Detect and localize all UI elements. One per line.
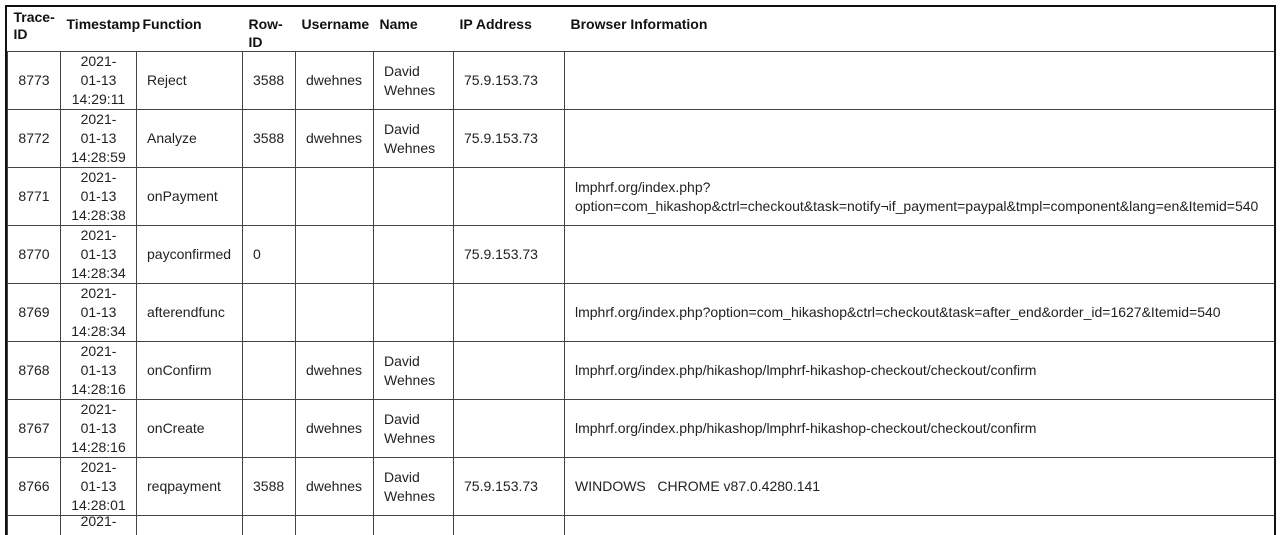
cell-timestamp: 2021- 01-13 14:28:16 <box>61 400 137 458</box>
cell-timestamp: 2021- 01-13 14:28:34 <box>61 226 137 284</box>
cell-name <box>374 226 454 284</box>
cell-function: payconfirmed <box>137 226 243 284</box>
cell-browser-information <box>565 226 1275 284</box>
cell-timestamp: 2021- <box>61 516 137 535</box>
table-row <box>8 52 1275 110</box>
cell-function: afterendfunc <box>137 284 243 342</box>
cell-ip-address: 75.9.153.73 <box>454 458 565 516</box>
cell-browser-information: lmphrf.org/index.php/hikashop/lmphrf-hikashop-checkout/checkout/confirm <box>565 400 1275 458</box>
column-header-function[interactable]: Function <box>137 7 243 52</box>
column-header-name[interactable]: Name <box>374 7 454 52</box>
cell-function: onPayment <box>137 168 243 226</box>
cell-username <box>296 516 374 535</box>
cell-trace-id: 8772 <box>8 110 61 168</box>
cell-timestamp: 2021- 01-13 14:29:11 <box>61 52 137 110</box>
table-row <box>8 342 1275 400</box>
cell-name: David Wehnes <box>374 458 454 516</box>
cell-browser-information <box>565 52 1275 110</box>
cell-row-id: 0 <box>243 226 296 284</box>
cell-username: dwehnes <box>296 110 374 168</box>
table-row <box>8 284 1275 342</box>
cell-ip-address <box>454 284 565 342</box>
cell-timestamp: 2021- 01-13 14:28:59 <box>61 110 137 168</box>
cell-username: dwehnes <box>296 400 374 458</box>
cell-row-id <box>243 168 296 226</box>
table-row-partial <box>8 516 1275 535</box>
column-header-row-id[interactable]: Row-ID <box>243 7 296 52</box>
cell-ip-address <box>454 400 565 458</box>
cell-timestamp: 2021- 01-13 14:28:16 <box>61 342 137 400</box>
cell-name: David Wehnes <box>374 342 454 400</box>
table-row <box>8 168 1275 226</box>
cell-trace-id: 8769 <box>8 284 61 342</box>
trace-log-table-container <box>5 5 1276 535</box>
cell-function: onConfirm <box>137 342 243 400</box>
cell-timestamp: 2021- 01-13 14:28:38 <box>61 168 137 226</box>
cell-trace-id: 8773 <box>8 52 61 110</box>
cell-name: David Wehnes <box>374 400 454 458</box>
cell-ip-address: 75.9.153.73 <box>454 110 565 168</box>
cell-timestamp: 2021- 01-13 14:28:01 <box>61 458 137 516</box>
cell-username: dwehnes <box>296 342 374 400</box>
column-header-trace-id[interactable]: Trace- ID <box>8 7 61 52</box>
cell-name <box>374 168 454 226</box>
cell-row-id <box>243 516 296 535</box>
cell-browser-information: WINDOWS CHROME v87.0.4280.141 <box>565 458 1275 516</box>
cell-trace-id: 8766 <box>8 458 61 516</box>
table-row <box>8 400 1275 458</box>
cell-row-id <box>243 342 296 400</box>
cell-username <box>296 168 374 226</box>
trace-log-table <box>7 7 1275 535</box>
column-header-username[interactable]: Username <box>296 7 374 52</box>
cell-ip-address: 75.9.153.73 <box>454 226 565 284</box>
cell-row-id: 3588 <box>243 458 296 516</box>
cell-username <box>296 226 374 284</box>
cell-trace-id <box>8 516 61 535</box>
cell-browser-information <box>565 110 1275 168</box>
cell-ip-address: 75.9.153.73 <box>454 52 565 110</box>
cell-name <box>374 284 454 342</box>
cell-ip-address <box>454 168 565 226</box>
cell-function: Analyze <box>137 110 243 168</box>
cell-function <box>137 516 243 535</box>
column-header-ip-address[interactable]: IP Address <box>454 7 565 52</box>
cell-name: David Wehnes <box>374 52 454 110</box>
cell-browser-information: lmphrf.org/index.php?option=com_hikashop&ctrl=checkout&task=notify¬if_payment=paypal&tmpl=component&lang=en&Itemid=540 <box>565 168 1275 226</box>
cell-row-id: 3588 <box>243 110 296 168</box>
cell-trace-id: 8768 <box>8 342 61 400</box>
cell-function: onCreate <box>137 400 243 458</box>
cell-ip-address <box>454 342 565 400</box>
cell-row-id: 3588 <box>243 52 296 110</box>
column-header-browser-information[interactable]: Browser Information <box>565 7 1275 52</box>
cell-username <box>296 284 374 342</box>
cell-trace-id: 8771 <box>8 168 61 226</box>
cell-function: Reject <box>137 52 243 110</box>
cell-timestamp: 2021- 01-13 14:28:34 <box>61 284 137 342</box>
table-row <box>8 110 1275 168</box>
cell-username: dwehnes <box>296 52 374 110</box>
column-header-timestamp[interactable]: Timestamp <box>61 7 137 52</box>
cell-name <box>374 516 454 535</box>
cell-ip-address <box>454 516 565 535</box>
table-row <box>8 458 1275 516</box>
cell-browser-information: lmphrf.org/index.php/hikashop/lmphrf-hikashop-checkout/checkout/confirm <box>565 342 1275 400</box>
cell-trace-id: 8770 <box>8 226 61 284</box>
cell-name: David Wehnes <box>374 110 454 168</box>
cell-function: reqpayment <box>137 458 243 516</box>
cell-browser-information: lmphrf.org/index.php?option=com_hikashop&ctrl=checkout&task=after_end&order_id=1627&Itemid=540 <box>565 284 1275 342</box>
table-header-row <box>8 7 1275 52</box>
table-row <box>8 226 1275 284</box>
cell-browser-information <box>565 516 1275 535</box>
cell-row-id <box>243 284 296 342</box>
cell-username: dwehnes <box>296 458 374 516</box>
cell-trace-id: 8767 <box>8 400 61 458</box>
cell-row-id <box>243 400 296 458</box>
